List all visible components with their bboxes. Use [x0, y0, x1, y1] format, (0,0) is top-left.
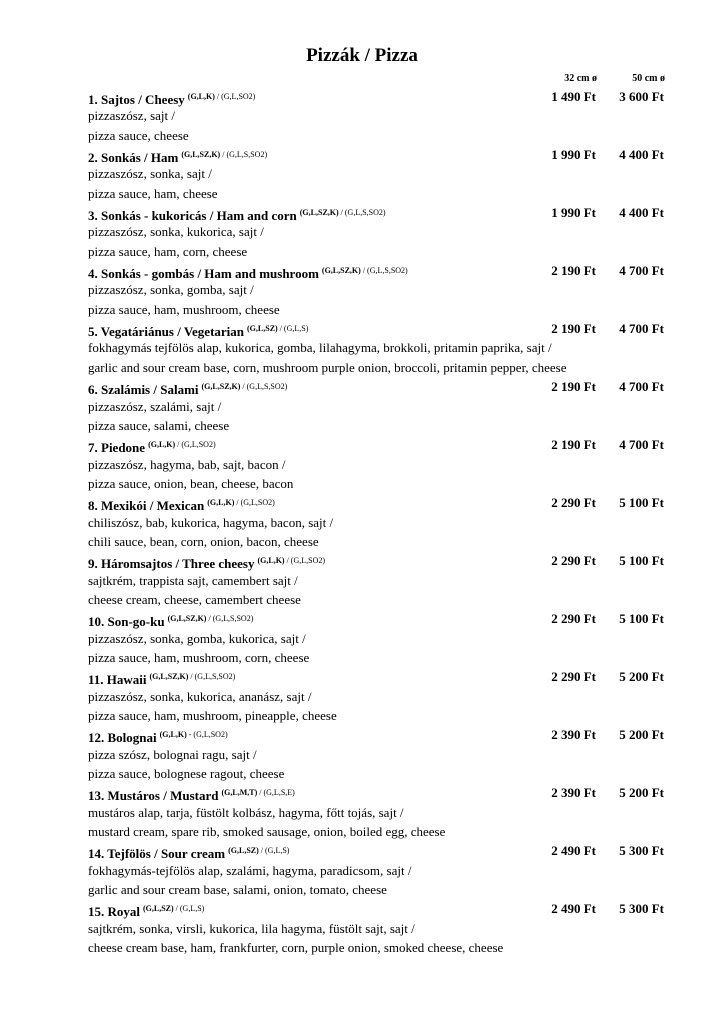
menu-item-header: [88, 261, 668, 280]
price-32cm: 1 490 Ft: [551, 89, 596, 104]
menu-item-allergens: [188, 92, 256, 101]
allergens-alt: / (G,L,SO2): [177, 440, 216, 450]
menu-item-description-hu: sajtkrém, trappista sajt, camembert sajt /: [88, 572, 298, 588]
price-32cm: 2 190 Ft: [551, 437, 596, 453]
menu-item-allergens: [168, 614, 254, 623]
allergens-main: (G,L,SZ): [247, 324, 278, 334]
menu-item-description-hu: pizzaszósz, sajt /: [88, 108, 175, 124]
allergens-alt: / (G,L,S,SO2): [208, 614, 254, 624]
price-50cm: 5 300 Ft: [619, 901, 664, 917]
price-32cm: 2 290 Ft: [551, 553, 596, 569]
menu-item: [88, 203, 668, 261]
allergens-alt: / (G,L,S,E): [259, 788, 295, 798]
menu-item-allergens: [300, 208, 386, 217]
menu-item: [88, 609, 668, 667]
menu-item-header: [88, 667, 668, 686]
price-50cm: 5 100 Ft: [619, 495, 664, 511]
menu-item-description-hu: pizzaszósz, sonka, sajt /: [88, 166, 212, 182]
price-32cm: 2 490 Ft: [551, 843, 596, 859]
price-50cm: 4 700 Ft: [619, 321, 664, 337]
menu-item-description-en: cheese cream, cheese, camembert cheese: [88, 591, 301, 607]
menu-item-name: 1. Sajtos / Cheesy: [88, 92, 185, 107]
menu-item-allergens: [150, 672, 236, 681]
menu-item-description-en: pizza sauce, ham, mushroom, cheese: [88, 301, 280, 317]
menu-item: [88, 841, 668, 899]
allergens-main: (G,L,SZ): [228, 846, 259, 856]
menu-item-description-en: chili sauce, bean, corn, onion, bacon, cheese: [88, 533, 319, 549]
menu-item-header: [88, 377, 668, 396]
size-header-32cm: 32 cm ø: [564, 73, 597, 84]
allergens-main: (G,L,K): [207, 498, 235, 508]
menu-item-description-hu: mustáros alap, tarja, füstölt kolbász, hagyma, főtt tojás, sajt /: [88, 804, 404, 820]
price-32cm: 2 490 Ft: [551, 901, 596, 917]
price-32cm: 2 190 Ft: [551, 321, 596, 337]
menu-item-description-en: cheese cream base, ham, frankfurter, corn, purple onion, smoked cheese, cheese: [88, 940, 504, 956]
menu-item-header: [88, 435, 668, 454]
allergens-main: (G,L,K): [148, 440, 176, 450]
allergens-main: (G,L,SZ,K): [181, 150, 221, 160]
menu-item-allergens: [247, 324, 308, 333]
menu-item-name: 2. Sonkás / Ham: [88, 150, 179, 166]
menu-item-header: [88, 319, 668, 338]
price-50cm: 5 200 Ft: [619, 727, 664, 743]
allergens-alt: / (G,L,S,SO2): [362, 266, 408, 276]
price-32cm: 2 390 Ft: [551, 785, 596, 801]
menu-item-allergens: [207, 498, 275, 507]
menu-item-description-hu: pizzaszósz, sonka, kukorica, sajt /: [88, 224, 264, 240]
price-50cm: 5 200 Ft: [619, 785, 664, 801]
menu-item: [88, 435, 668, 493]
allergens-main: (G,L,SZ,K): [299, 208, 339, 218]
menu-item-header: [88, 783, 668, 802]
menu-item-description-en: mustard cream, spare rib, smoked sausage, onion, boiled egg, cheese: [88, 824, 446, 840]
menu-item-description-hu: fokhagymás tejfölös alap, kukorica, gomba, lilahagyma, brokkoli, pritamin paprika, sajt /: [88, 340, 552, 356]
menu-item-description-en: pizza sauce, cheese: [88, 127, 189, 143]
price-32cm: 1 990 Ft: [551, 147, 596, 163]
pizza-list: [88, 87, 668, 957]
menu-item-allergens: [160, 730, 228, 739]
menu-item-name: 15. Royal: [88, 904, 140, 920]
allergens-alt: / (G,L,S,SO2): [222, 150, 268, 160]
allergens-main: (G,L,SZ,K): [149, 672, 189, 682]
menu-item: [88, 899, 668, 957]
price-50cm: 4 700 Ft: [619, 437, 664, 453]
menu-item: [88, 667, 668, 725]
menu-item-description-en: garlic and sour cream base, salami, onion, tomato, cheese: [88, 882, 387, 898]
allergens-main: (G,L,M,T): [221, 788, 258, 798]
allergens-main: (G,L,SZ,K): [321, 266, 361, 276]
allergens-alt: / (G,L,S,SO2): [190, 672, 236, 682]
menu-item-allergens: [148, 440, 216, 449]
menu-item-allergens: [228, 846, 289, 855]
menu-item: [88, 377, 668, 435]
menu-item-description-hu: fokhagymás-tejfölös alap, szalámi, hagyma, paradicsom, sajt /: [88, 862, 412, 878]
allergens-alt: / (G,L,S,SO2): [242, 382, 288, 392]
price-32cm: 2 190 Ft: [551, 263, 596, 279]
allergens-main: (G,L,K): [187, 92, 215, 101]
size-header-50cm: 50 cm ø: [632, 73, 665, 84]
menu-item: [88, 319, 668, 377]
menu-item-description-hu: pizzaszósz, sonka, kukorica, ananász, sajt /: [88, 688, 312, 704]
menu-item: [88, 261, 668, 319]
menu-item: [88, 783, 668, 841]
menu-item-header: [88, 725, 668, 744]
menu-item-description-hu: sajtkrém, sonka, virsli, kukorica, lila hagyma, füstölt sajt, sajt /: [88, 920, 415, 936]
menu-item: [88, 493, 668, 551]
menu-item-allergens: [143, 904, 204, 913]
allergens-alt: / (G,L,SO2): [236, 498, 275, 508]
allergens-alt: / (G,L,SO2): [286, 556, 326, 566]
price-32cm: 1 990 Ft: [551, 205, 596, 221]
menu-item-description-en: garlic and sour cream base, corn, mushroom purple onion, broccoli, pritamin pepper, cheese: [88, 359, 567, 375]
menu-item-name: 12. Bolognai: [88, 730, 157, 746]
menu-item-name: 13. Mustáros / Mustard: [88, 788, 219, 804]
menu-item: [88, 725, 668, 783]
menu-item-header: [88, 145, 668, 164]
menu-item-header: [88, 899, 668, 918]
allergens-alt: / (G,L,S): [260, 846, 290, 856]
price-50cm: 5 100 Ft: [619, 553, 664, 569]
allergens-alt: / (G,L,S): [175, 904, 205, 914]
menu-item-description-hu: pizzaszósz, szalámi, sajt /: [88, 398, 222, 414]
allergens-main: (G,L,SZ,K): [201, 382, 241, 392]
menu-item-description-hu: chiliszósz, bab, kukorica, hagyma, bacon, sajt /: [88, 514, 334, 530]
price-32cm: 2 290 Ft: [551, 611, 596, 627]
menu-item-name: 4. Sonkás - gombás / Ham and mushroom: [88, 266, 319, 282]
menu-item-allergens: [181, 150, 267, 159]
menu-item-description-en: pizza sauce, ham, corn, cheese: [88, 243, 248, 259]
menu-item-name: 6. Szalámis / Salami: [88, 382, 199, 398]
price-50cm: 5 100 Ft: [619, 611, 664, 627]
allergens-alt: / (G,L,SO2): [216, 92, 256, 101]
price-50cm: 4 400 Ft: [619, 205, 664, 221]
price-32cm: 2 290 Ft: [551, 495, 596, 511]
price-50cm: 4 400 Ft: [619, 147, 664, 163]
allergens-main: (G,L,SZ,K): [167, 614, 207, 624]
menu-item-description-en: pizza sauce, ham, mushroom, corn, cheese: [88, 649, 310, 665]
menu-item-description-en: pizza sauce, salami, cheese: [88, 417, 230, 433]
menu-item-name: 3. Sonkás - kukoricás / Ham and corn: [88, 208, 297, 224]
menu-item: [88, 551, 668, 609]
allergens-main: (G,L,K): [257, 556, 285, 566]
price-50cm: 4 700 Ft: [619, 263, 664, 279]
menu-item-name: 14. Tejfölös / Sour cream: [88, 846, 226, 862]
menu-item-name: 8. Mexikói / Mexican: [88, 498, 205, 514]
price-50cm: 4 700 Ft: [619, 379, 664, 395]
price-50cm: 3 600 Ft: [619, 89, 664, 104]
menu-item-description-en: pizza sauce, bolognese ragout, cheese: [88, 766, 285, 782]
price-32cm: 2 190 Ft: [551, 379, 596, 395]
price-32cm: 2 390 Ft: [551, 727, 596, 743]
menu-item-header: [88, 203, 668, 222]
price-50cm: 5 200 Ft: [619, 669, 664, 685]
menu-item-description-en: pizza sauce, ham, mushroom, pineapple, cheese: [88, 708, 337, 723]
menu-item-description-hu: pizzaszósz, hagyma, bab, sajt, bacon /: [88, 456, 286, 472]
menu-item-header: [88, 841, 668, 860]
menu-item-allergens: [221, 788, 294, 797]
allergens-main: (G,L,K): [159, 730, 187, 740]
allergens-alt: / (G,L,S): [279, 324, 309, 334]
allergens-alt: - (G,L,SO2): [188, 730, 228, 740]
menu-item-allergens: [202, 382, 288, 391]
price-50cm: 5 300 Ft: [619, 843, 664, 859]
menu-item-allergens: [322, 266, 408, 275]
price-32cm: 2 290 Ft: [551, 669, 596, 685]
menu-item-name: 7. Piedone: [88, 440, 146, 456]
menu-item-header: [88, 493, 668, 512]
menu-item-header: [88, 551, 668, 570]
menu-item-header: [88, 609, 668, 628]
menu-item-allergens: [257, 556, 325, 565]
allergens-alt: / (G,L,S,SO2): [340, 208, 386, 218]
menu-item: [88, 87, 668, 145]
menu-item-description-hu: pizzaszósz, sonka, gomba, sajt /: [88, 282, 254, 298]
menu-item-name: 5. Vegatáriánus / Vegetarian: [88, 324, 245, 340]
menu-item-description-en: pizza sauce, onion, bean, cheese, bacon: [88, 475, 294, 491]
menu-item-description-hu: pizza szósz, bolognai ragu, sajt /: [88, 746, 257, 762]
menu-item-header: [88, 87, 668, 106]
menu-item-name: 10. Son-go-ku: [88, 614, 165, 630]
page-title: Pizzák / Pizza: [306, 45, 418, 66]
menu-item-name: 11. Hawaii: [88, 672, 147, 688]
menu-item-description-hu: pizzaszósz, sonka, gomba, kukorica, sajt /: [88, 630, 306, 646]
menu-item: [88, 145, 668, 203]
menu-item-name: 9. Háromsajtos / Three cheesy: [88, 556, 255, 572]
allergens-main: (G,L,SZ): [143, 904, 174, 914]
menu-item-description-en: pizza sauce, ham, cheese: [88, 185, 218, 201]
